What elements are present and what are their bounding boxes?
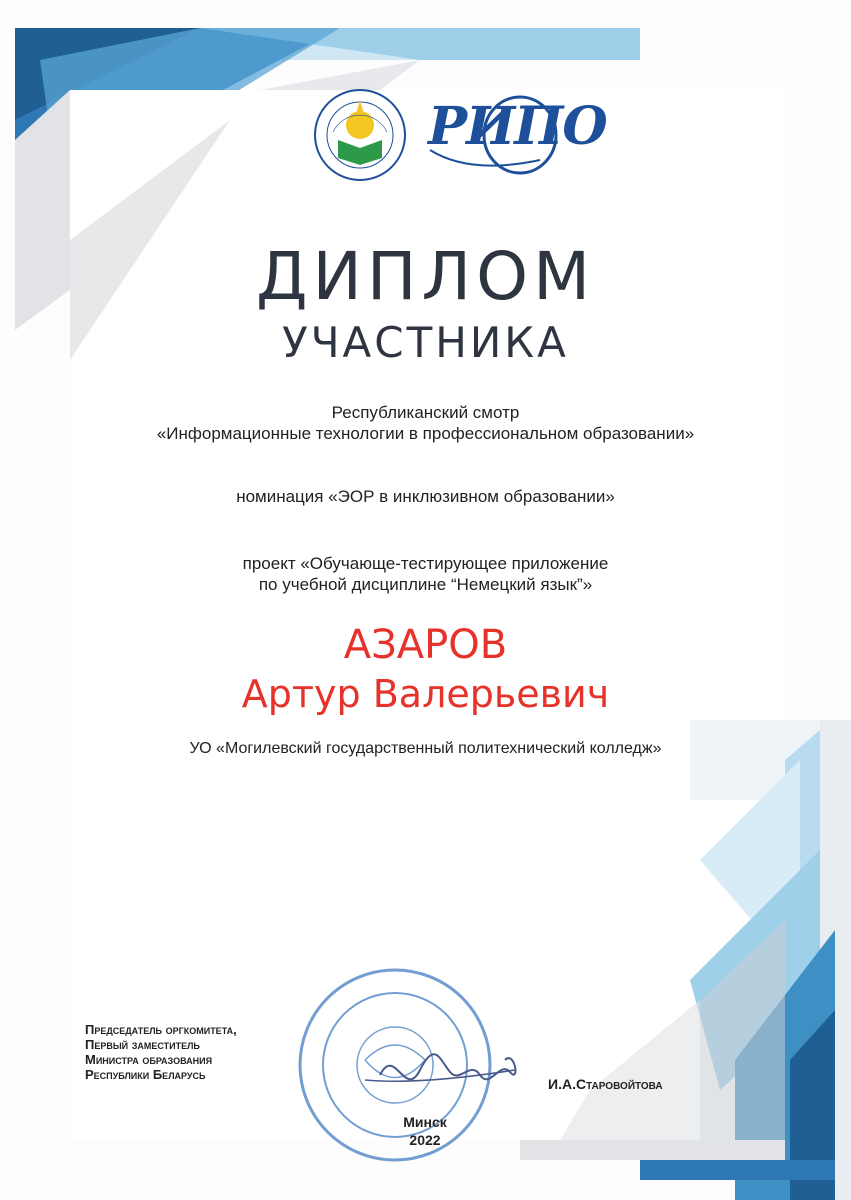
- project-block: [0, 553, 851, 595]
- ripo-logo-text: РИПО: [428, 96, 607, 157]
- signer-name: И.А.Старовойтова: [548, 1076, 663, 1092]
- place: Минск: [403, 1114, 447, 1130]
- diploma-subtitle: УЧАСТНИКА: [282, 318, 569, 367]
- recipient-organization: УО «Могилевский государственный политехнический колледж»: [189, 740, 662, 757]
- event-block: [0, 402, 851, 444]
- project-line-1: проект «Обучающе-тестирующее приложение: [242, 554, 609, 573]
- chair-title: [85, 1022, 237, 1082]
- chair-line-4: Республики Беларусь: [85, 1067, 206, 1082]
- event-line-1: Республиканский смотр: [331, 403, 520, 422]
- event-line-2: «Информационные технологии в профессиональном образовании»: [156, 424, 695, 443]
- chair-line-1: Председатель оргкомитета,: [85, 1022, 237, 1037]
- project-line-2: по учебной дисциплине “Немецкий язык”»: [258, 575, 593, 594]
- ministry-emblem: [315, 90, 405, 180]
- nomination: номинация «ЭОР в инклюзивном образовании»: [236, 487, 615, 506]
- chair-line-3: Министра образования: [85, 1052, 213, 1067]
- place-date: [395, 1113, 455, 1149]
- chair-line-2: Первый заместитель: [85, 1037, 200, 1052]
- diploma-title: ДИПЛОМ: [255, 238, 596, 315]
- recipient-first-names: Артур Валерьевич: [241, 672, 610, 716]
- recipient-last-name: АЗАРОВ: [343, 622, 508, 668]
- year: 2022: [409, 1132, 441, 1148]
